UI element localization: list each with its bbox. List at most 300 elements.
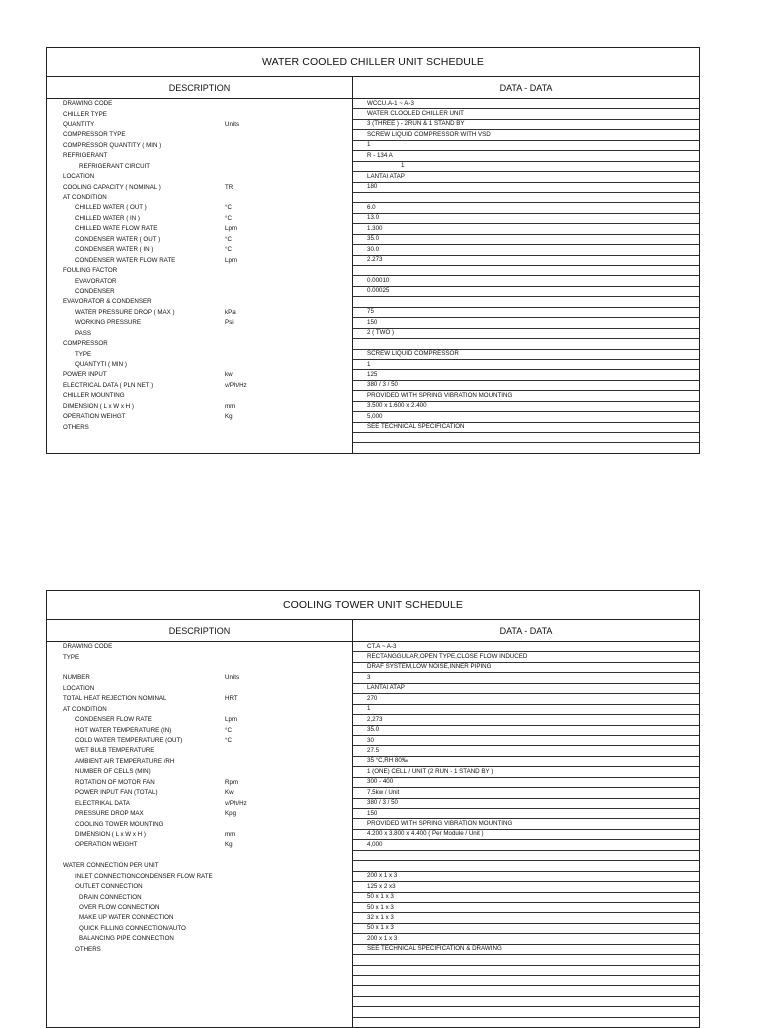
row-description-cell	[47, 715, 353, 725]
row-description-cell	[47, 955, 353, 965]
row-value: 4,000	[367, 840, 383, 848]
cooling-tower-data-header: DATA - DATA	[499, 625, 553, 636]
row-description-cell	[47, 830, 353, 840]
row-label: CONDENSER WATER ( OUT )	[75, 235, 161, 243]
row-data-cell	[353, 882, 699, 892]
row-data-cell	[353, 799, 699, 809]
row-label: BALANCING PIPE CONNECTION	[79, 935, 174, 943]
row-description-cell	[47, 370, 353, 380]
row-label: CONDENSER	[75, 287, 115, 295]
table-row	[46, 109, 700, 119]
row-value: 1.300	[367, 224, 383, 232]
table-row	[46, 966, 700, 976]
row-description-cell	[47, 840, 353, 850]
table-row	[46, 663, 700, 673]
row-data-cell	[353, 767, 699, 777]
row-value: 0.00025	[367, 287, 390, 295]
row-label: QUICK FILLING CONNECTION/AUTO	[79, 924, 186, 932]
row-data-cell	[353, 109, 699, 119]
row-value: 13.0	[367, 214, 380, 222]
row-label: OTHERS	[75, 945, 101, 953]
row-description-cell	[47, 235, 353, 245]
cooling-tower-schedule-table	[46, 590, 700, 1028]
row-unit: Units	[225, 674, 240, 682]
row-description-cell	[47, 726, 353, 736]
row-value: 30	[367, 736, 374, 744]
table-row	[46, 308, 700, 318]
row-value: 50 x 1 x 3	[367, 924, 394, 932]
row-description-cell	[47, 360, 353, 370]
row-data-cell	[353, 443, 699, 452]
table-row	[46, 214, 700, 224]
row-value: CT.A ~ A-3	[367, 642, 397, 650]
row-value: 4.200 x 3.800 x 4.400 ( Per Module / Unit )	[367, 830, 484, 838]
table-row	[46, 141, 700, 151]
row-data-cell	[353, 130, 699, 140]
table-row	[46, 736, 700, 746]
row-data-cell	[353, 913, 699, 923]
row-data-cell	[353, 809, 699, 819]
row-data-cell	[353, 214, 699, 224]
row-value: 2.273	[367, 256, 383, 264]
row-value: R - 134 A	[367, 151, 393, 159]
table-row	[46, 183, 700, 193]
row-label: DRAWING CODE	[63, 100, 113, 108]
row-description-cell	[47, 266, 353, 276]
row-data-cell	[353, 339, 699, 349]
row-unit: Kg	[225, 841, 233, 849]
row-data-cell	[353, 183, 699, 193]
chiller-schedule-title: WATER COOLED CHILLER UNIT SCHEDULE	[46, 47, 700, 77]
row-description-cell	[47, 214, 353, 224]
row-unit: mm	[225, 402, 236, 410]
row-description-cell	[47, 673, 353, 683]
row-value: 125 x 2 x3	[367, 882, 396, 890]
row-value: 1	[367, 360, 371, 368]
row-label: COMPRESSOR QUANTITY ( MIN )	[63, 141, 162, 149]
row-unit: Lpm	[225, 256, 238, 264]
chiller-rows	[46, 99, 700, 454]
row-label: NUMBER	[63, 674, 90, 682]
row-data-cell	[353, 986, 699, 996]
row-unit: Kpg	[225, 810, 237, 818]
row-value: 3 (THREE ) - 2RUN & 1 STAND BY	[367, 120, 465, 128]
row-value: 1	[401, 162, 405, 170]
table-row	[46, 819, 700, 829]
table-row	[46, 893, 700, 903]
row-description-cell	[47, 245, 353, 255]
row-description-cell	[47, 934, 353, 944]
row-label: CHILLED WATER ( OUT )	[75, 204, 147, 212]
table-row	[46, 297, 700, 307]
row-data-cell	[353, 694, 699, 704]
row-value: 6.0	[367, 203, 376, 211]
row-label: POWER INPUT	[63, 371, 107, 379]
row-value: 75	[367, 308, 374, 316]
row-unit: v/Ph/Hz	[225, 799, 247, 807]
row-description-cell	[47, 256, 353, 266]
table-row	[46, 412, 700, 422]
table-row	[46, 861, 700, 871]
row-data-cell	[353, 736, 699, 746]
row-data-cell	[353, 433, 699, 443]
table-row	[46, 370, 700, 380]
row-data-cell	[353, 370, 699, 380]
row-value: SCREW LIQUID COMPRESSOR	[367, 350, 459, 358]
row-value: 32 x 1 x 3	[367, 913, 394, 921]
row-value: DRAF SYSTEM,LOW NOISE,INNER PIPING	[367, 663, 492, 671]
row-value: 50 x 1 x 3	[367, 903, 394, 911]
row-data-cell	[353, 203, 699, 213]
row-label: COLD WATER TEMPERATURE (OUT)	[75, 737, 183, 745]
row-data-cell	[353, 391, 699, 401]
row-label: OUTLET CONNECTION	[75, 883, 143, 891]
table-row	[46, 882, 700, 892]
row-label: AT CONDITION	[63, 194, 107, 202]
row-description-cell	[47, 276, 353, 286]
row-description-cell	[47, 308, 353, 318]
row-value: 150	[367, 318, 378, 326]
table-row	[46, 924, 700, 934]
row-value: RECTANGGULAR,OPEN TYPE,CLOSE FLOW INDUCED	[367, 653, 528, 661]
table-row	[46, 99, 700, 109]
table-row	[46, 757, 700, 767]
table-row	[46, 433, 700, 443]
chiller-schedule-table	[46, 47, 700, 454]
row-label: CONDENSER WATER ( IN )	[75, 246, 154, 254]
table-row	[46, 256, 700, 266]
row-description-cell	[47, 130, 353, 140]
row-description-cell	[47, 423, 353, 433]
row-value: 7.5kw / Unit	[367, 788, 400, 796]
table-row	[46, 276, 700, 286]
table-row	[46, 997, 700, 1007]
table-row	[46, 726, 700, 736]
row-description-cell	[47, 412, 353, 422]
row-description-cell	[47, 224, 353, 234]
row-label: COMPRESSOR	[63, 340, 108, 348]
row-description-cell	[47, 642, 353, 652]
table-row	[46, 673, 700, 683]
row-data-cell	[353, 945, 699, 955]
row-label: OTHERS	[63, 423, 89, 431]
row-description-cell	[47, 966, 353, 976]
table-row	[46, 350, 700, 360]
row-data-cell	[353, 350, 699, 360]
row-data-cell	[353, 120, 699, 130]
row-description-cell	[47, 663, 353, 673]
row-label: EVAVORATOR & CONDENSER	[63, 298, 152, 306]
table-row	[46, 913, 700, 923]
row-unit: Psi	[225, 319, 234, 327]
table-row	[46, 986, 700, 996]
row-description-cell	[47, 120, 353, 130]
table-row	[46, 172, 700, 182]
row-value: 180	[367, 183, 378, 191]
row-description-cell	[47, 391, 353, 401]
table-row	[46, 245, 700, 255]
row-value: 35.0	[367, 726, 380, 734]
row-data-cell	[353, 715, 699, 725]
row-description-cell	[47, 350, 353, 360]
row-data-cell	[353, 851, 699, 861]
row-data-cell	[353, 673, 699, 683]
row-data-cell	[353, 141, 699, 151]
row-unit: v/Ph/Hz	[225, 381, 247, 389]
table-row	[46, 402, 700, 412]
row-data-cell	[353, 934, 699, 944]
row-value: 35 °C,RH 80‰	[367, 757, 408, 765]
row-label: AMBIENT AIR TEMPERATURE /RH	[75, 757, 175, 765]
row-data-cell	[353, 287, 699, 297]
row-label: HOT WATER TEMPERATURE (IN)	[75, 726, 172, 734]
row-unit: Kw	[225, 789, 234, 797]
row-description-cell	[47, 99, 353, 109]
row-description-cell	[47, 997, 353, 1007]
row-description-cell	[47, 443, 353, 452]
row-description-cell	[47, 851, 353, 861]
row-value: 2,273	[367, 715, 383, 723]
row-unit: kPa	[225, 308, 236, 316]
row-data-cell	[353, 402, 699, 412]
row-label: NUMBER OF CELLS (MIN)	[75, 768, 151, 776]
row-description-cell	[47, 767, 353, 777]
row-data-cell	[353, 1018, 699, 1027]
row-unit: kw	[225, 371, 233, 379]
row-description-cell	[47, 746, 353, 756]
row-description-cell	[47, 861, 353, 871]
table-row	[46, 955, 700, 965]
table-row	[46, 266, 700, 276]
table-row	[46, 423, 700, 433]
row-label: LOCATION	[63, 173, 95, 181]
row-data-cell	[353, 652, 699, 662]
table-row	[46, 193, 700, 203]
cooling-tower-description-header: DESCRIPTION	[47, 620, 353, 641]
row-label: OPERATION WEIGHT	[75, 841, 138, 849]
row-description-cell	[47, 893, 353, 903]
row-value: 30.0	[367, 245, 380, 253]
row-data-cell	[353, 360, 699, 370]
row-data-cell	[353, 266, 699, 276]
row-value: 27.5	[367, 746, 380, 754]
row-data-cell	[353, 235, 699, 245]
row-data-cell	[353, 819, 699, 829]
row-data-cell	[353, 893, 699, 903]
table-row	[46, 705, 700, 715]
row-unit: Lpm	[225, 225, 238, 233]
row-description-cell	[47, 809, 353, 819]
row-value: 270	[367, 694, 378, 702]
row-description-cell	[47, 339, 353, 349]
row-data-cell	[353, 757, 699, 767]
row-description-cell	[47, 705, 353, 715]
row-label: DIMENSION ( L x W x H )	[63, 402, 134, 410]
row-data-cell	[353, 308, 699, 318]
row-label: OVER FLOW CONNECTION	[79, 904, 160, 912]
table-row	[46, 799, 700, 809]
table-row	[46, 224, 700, 234]
row-label: COOLING TOWER MOUNTING	[75, 820, 164, 828]
table-row	[46, 934, 700, 944]
row-data-cell	[353, 663, 699, 673]
row-label: REFRIGERANT	[63, 152, 108, 160]
row-description-cell	[47, 913, 353, 923]
row-description-cell	[47, 945, 353, 955]
table-row	[46, 443, 700, 453]
row-data-cell	[353, 966, 699, 976]
row-data-cell	[353, 381, 699, 391]
row-label: ROTATION OF MOTOR FAN	[75, 778, 155, 786]
row-value: 150	[367, 809, 378, 817]
row-label: OPERATION WEIHGT	[63, 413, 126, 421]
row-description-cell	[47, 976, 353, 986]
row-value: 1	[367, 705, 371, 713]
row-data-cell	[353, 172, 699, 182]
row-label: TOTAL HEAT REJECTION NOMINAL	[63, 695, 167, 703]
row-label: DRAIN CONNECTION	[79, 893, 142, 901]
table-row	[46, 1007, 700, 1017]
row-label: WATER CONNECTION PER UNIT	[63, 862, 159, 870]
row-label: CHILLED WATER ( IN )	[75, 214, 140, 222]
row-description-cell	[47, 183, 353, 193]
row-unit: °C	[225, 214, 232, 222]
row-label: WATER PRESSURE DROP ( MAX )	[75, 308, 175, 316]
row-unit: mm	[225, 830, 236, 838]
row-description-cell	[47, 162, 353, 172]
row-label: CONDENSER WATER FLOW RATE	[75, 256, 176, 264]
row-description-cell	[47, 402, 353, 412]
table-row	[46, 851, 700, 861]
row-description-cell	[47, 986, 353, 996]
row-label: ELECTRIKAL DATA	[75, 799, 130, 807]
row-data-cell	[353, 872, 699, 882]
row-description-cell	[47, 203, 353, 213]
row-data-cell	[353, 976, 699, 986]
row-label: TYPE	[75, 350, 92, 358]
row-data-cell	[353, 705, 699, 715]
row-unit: Rpm	[225, 778, 239, 786]
row-data-cell	[353, 642, 699, 652]
row-description-cell	[47, 329, 353, 339]
row-data-cell	[353, 245, 699, 255]
row-label: INLET CONNECTIONCONDENSER FLOW RATE	[75, 872, 213, 880]
row-value: 3	[367, 673, 371, 681]
row-label: EVAVORATOR	[75, 277, 117, 285]
table-row	[46, 872, 700, 882]
row-label: QUANTYTI ( MIN )	[75, 361, 127, 369]
row-label: CHILLER TYPE	[63, 110, 107, 118]
row-data-cell	[353, 746, 699, 756]
row-description-cell	[47, 287, 353, 297]
row-description-cell	[47, 819, 353, 829]
row-unit: °C	[225, 246, 232, 254]
row-data-cell	[353, 224, 699, 234]
row-data-cell	[353, 423, 699, 433]
row-data-cell	[353, 151, 699, 161]
row-description-cell	[47, 872, 353, 882]
table-row	[46, 162, 700, 172]
row-value: 50 x 1 x 3	[367, 893, 394, 901]
row-unit: Lpm	[225, 716, 238, 724]
row-description-cell	[47, 151, 353, 161]
table-row	[46, 203, 700, 213]
row-value: 380 / 3 / 50	[367, 799, 398, 807]
row-unit: °C	[225, 204, 232, 212]
row-label: CHILLER MOUNTING	[63, 392, 125, 400]
table-row	[46, 287, 700, 297]
table-row	[46, 642, 700, 652]
row-description-cell	[47, 1007, 353, 1017]
table-row	[46, 391, 700, 401]
row-label: POWER INPUT FAN (TOTAL)	[75, 789, 158, 797]
row-label: REFRIGERANT CIRCUIT	[79, 162, 151, 170]
row-description-cell	[47, 684, 353, 694]
row-data-cell	[353, 276, 699, 286]
row-description-cell	[47, 172, 353, 182]
row-value: PROVIDED WITH SPRING VIBRATION MOUNTING	[367, 391, 513, 399]
chiller-data-header: DATA - DATA	[499, 82, 553, 93]
table-row	[46, 809, 700, 819]
row-description-cell	[47, 788, 353, 798]
row-unit: °C	[225, 737, 232, 745]
table-row	[46, 694, 700, 704]
table-row	[46, 1018, 700, 1028]
row-data-cell	[353, 726, 699, 736]
row-value: 35.0	[367, 235, 380, 243]
row-data-cell	[353, 193, 699, 203]
table-row	[46, 715, 700, 725]
row-label: CONDENSER FLOW RATE	[75, 716, 152, 724]
table-row	[46, 830, 700, 840]
cooling-tower-rows	[46, 642, 700, 1028]
row-label: AT CONDITION	[63, 705, 107, 713]
row-data-cell	[353, 99, 699, 109]
row-unit: Units	[225, 120, 240, 128]
row-value: WATER CLOOLED CHILLER UNIT	[367, 110, 464, 118]
row-value: LANTAI ATAP	[367, 684, 405, 692]
row-value: 300 - 400	[367, 778, 394, 786]
table-row	[46, 840, 700, 850]
row-value: 200 x 1 x 3	[367, 934, 398, 942]
row-data-cell	[353, 903, 699, 913]
row-data-cell	[353, 684, 699, 694]
row-label: DRAWING CODE	[63, 643, 113, 651]
table-row	[46, 652, 700, 662]
table-row	[46, 976, 700, 986]
row-label: CHILLED WATE FLOW RATE	[75, 225, 158, 233]
row-value: 0.00010	[367, 277, 390, 285]
row-data-cell	[353, 955, 699, 965]
row-data-cell	[353, 997, 699, 1007]
row-label: COOLING CAPACITY ( NOMINAL )	[63, 183, 161, 191]
row-unit: °C	[225, 726, 232, 734]
row-value: 2 ( TWO )	[367, 329, 395, 337]
table-row	[46, 684, 700, 694]
row-description-cell	[47, 652, 353, 662]
row-label: LOCATION	[63, 684, 95, 692]
row-value: 200 x 1 x 3	[367, 872, 398, 880]
row-label: QUANTITY	[63, 120, 95, 128]
row-value: 5,000	[367, 412, 383, 420]
row-label: COMPRESSOR TYPE	[63, 131, 126, 139]
row-description-cell	[47, 433, 353, 443]
row-data-cell	[353, 778, 699, 788]
row-description-cell	[47, 694, 353, 704]
row-value: PROVIDED WITH SPRING VIBRATION MOUNTING	[367, 820, 513, 828]
row-data-cell	[353, 830, 699, 840]
row-label: TYPE	[63, 653, 80, 661]
